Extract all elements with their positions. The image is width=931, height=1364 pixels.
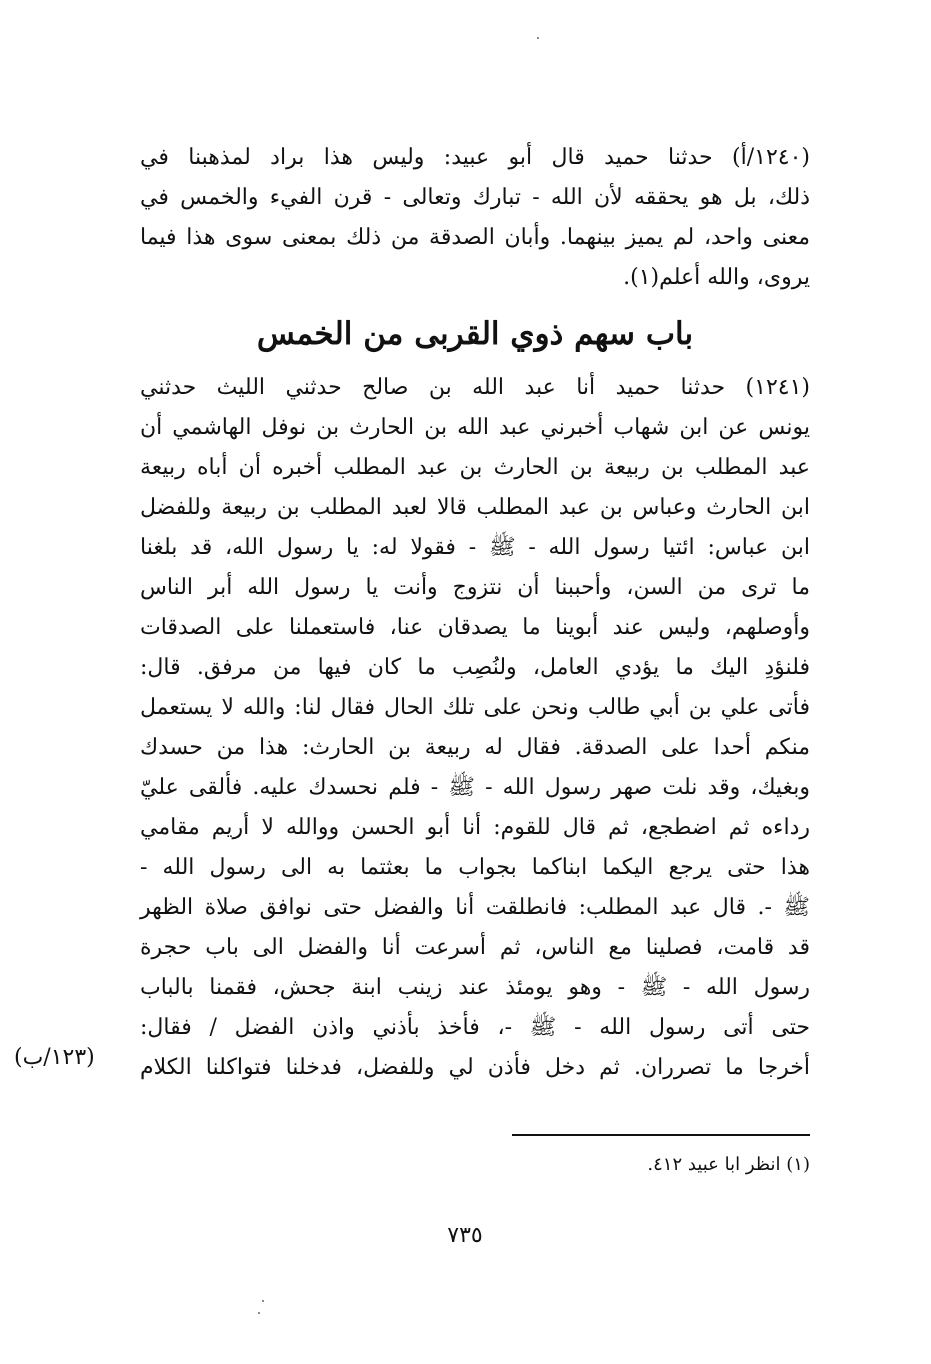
paragraph-1241 <box>140 368 810 1088</box>
text-line: ابن الحارث وعباس بن عبد المطلب قالا لعبد المطلب بن ربيعة وللفضل <box>140 495 810 520</box>
text-line: حتى أتى رسول الله - ﷺ -، فأخذ بأذني واذن الفضل / فقال: <box>140 1015 810 1040</box>
text-line: يونس عن ابن شهاب أخبرني عبد الله بن الحارث بن نوفل الهاشمي أن <box>140 415 810 440</box>
text-line: (١٢٤١) حدثنا حميد أنا عبد الله بن صالح حدثني الليث حدثني <box>140 375 810 400</box>
paragraph-1240 <box>140 138 810 298</box>
text-line: وبغيك، وقد نلت صهر رسول الله - ﷺ - فلم نحسدك عليه. فألقى عليّ <box>140 775 810 800</box>
text-line: أخرجا ما تصرران. ثم دخل فأذن لي وللفضل، فدخلنا فتواكلنا الكلام <box>140 1055 810 1080</box>
text-line: (١٢٤٠/أ) حدثنا حميد قال أبو عبيد: وليس هذا براد لمذهبنا في <box>140 145 810 170</box>
text-line: قد قامت، فصلينا مع الناس، ثم أسرعت أنا والفضل الى باب حجرة <box>140 935 810 960</box>
text-line: ابن عباس: ائتيا رسول الله - ﷺ - فقولا له: يا رسول الله، قد بلغنا <box>140 535 810 560</box>
text-line: يروى، والله أعلم(١). <box>623 265 810 290</box>
footnote-separator <box>512 1134 810 1136</box>
page-number: ٧٣٥ <box>447 1223 483 1248</box>
chapter-heading: باب سهم ذوي القربى من الخمس <box>256 316 694 352</box>
text-line: منكم أحدا على الصدقة. فقال له ربيعة بن الحارث: هذا من حسدك <box>140 735 810 760</box>
text-line: رسول الله - ﷺ - وهو يومئذ عند زينب ابنة جحش، فقمنا بالباب <box>140 975 810 1000</box>
text-line: ﷺ -. قال عبد المطلب: فانطلقت أنا والفضل حتى نوافق صلاة الظهر <box>140 895 810 920</box>
text-line: معنى واحد، لم يميز بينهما. وأبان الصدقة من ذلك بمعنى سوى هذا فيما <box>140 225 810 250</box>
footnote: (١) انظر ابا عبيد ٤١٢. <box>647 1154 810 1175</box>
scan-speck <box>258 1312 260 1314</box>
text-line: عبد المطلب بن ربيعة بن الحارث بن عبد المطلب أخبره أن أباه ربيعة <box>140 455 810 480</box>
scan-speck <box>537 37 539 39</box>
text-line: رداءه ثم اضطجع، ثم قال للقوم: أنا أبو الحسن ووالله لا أريم مقامي <box>140 815 810 840</box>
text-line: ذلك، بل هو يحققه لأن الله - تبارك وتعالى - قرن الفيء والخمس في <box>140 185 810 210</box>
text-line: وأوصلهم، وليس عند أبوينا ما يصدقان عنا، فاستعملنا على الصدقات <box>140 615 810 640</box>
text-line: فلنؤدِ اليك ما يؤدي العامل، ولنُصِب ما كان فيها من مرفق. قال: <box>140 655 810 680</box>
scan-speck <box>262 1300 264 1302</box>
text-line: هذا حتى يرجع اليكما ابناكما بجواب ما بعثتما به الى رسول الله - <box>140 855 810 880</box>
text-line: فأتى علي بن أبي طالب ونحن على تلك الحال فقال لنا: والله لا يستعمل <box>140 695 810 720</box>
text-line: ما ترى من السن، وأحببنا أن نتزوج وأنت يا رسول الله أبر الناس <box>140 575 810 600</box>
folio-marginal-note: (١٢٣/ب) <box>14 1045 95 1070</box>
